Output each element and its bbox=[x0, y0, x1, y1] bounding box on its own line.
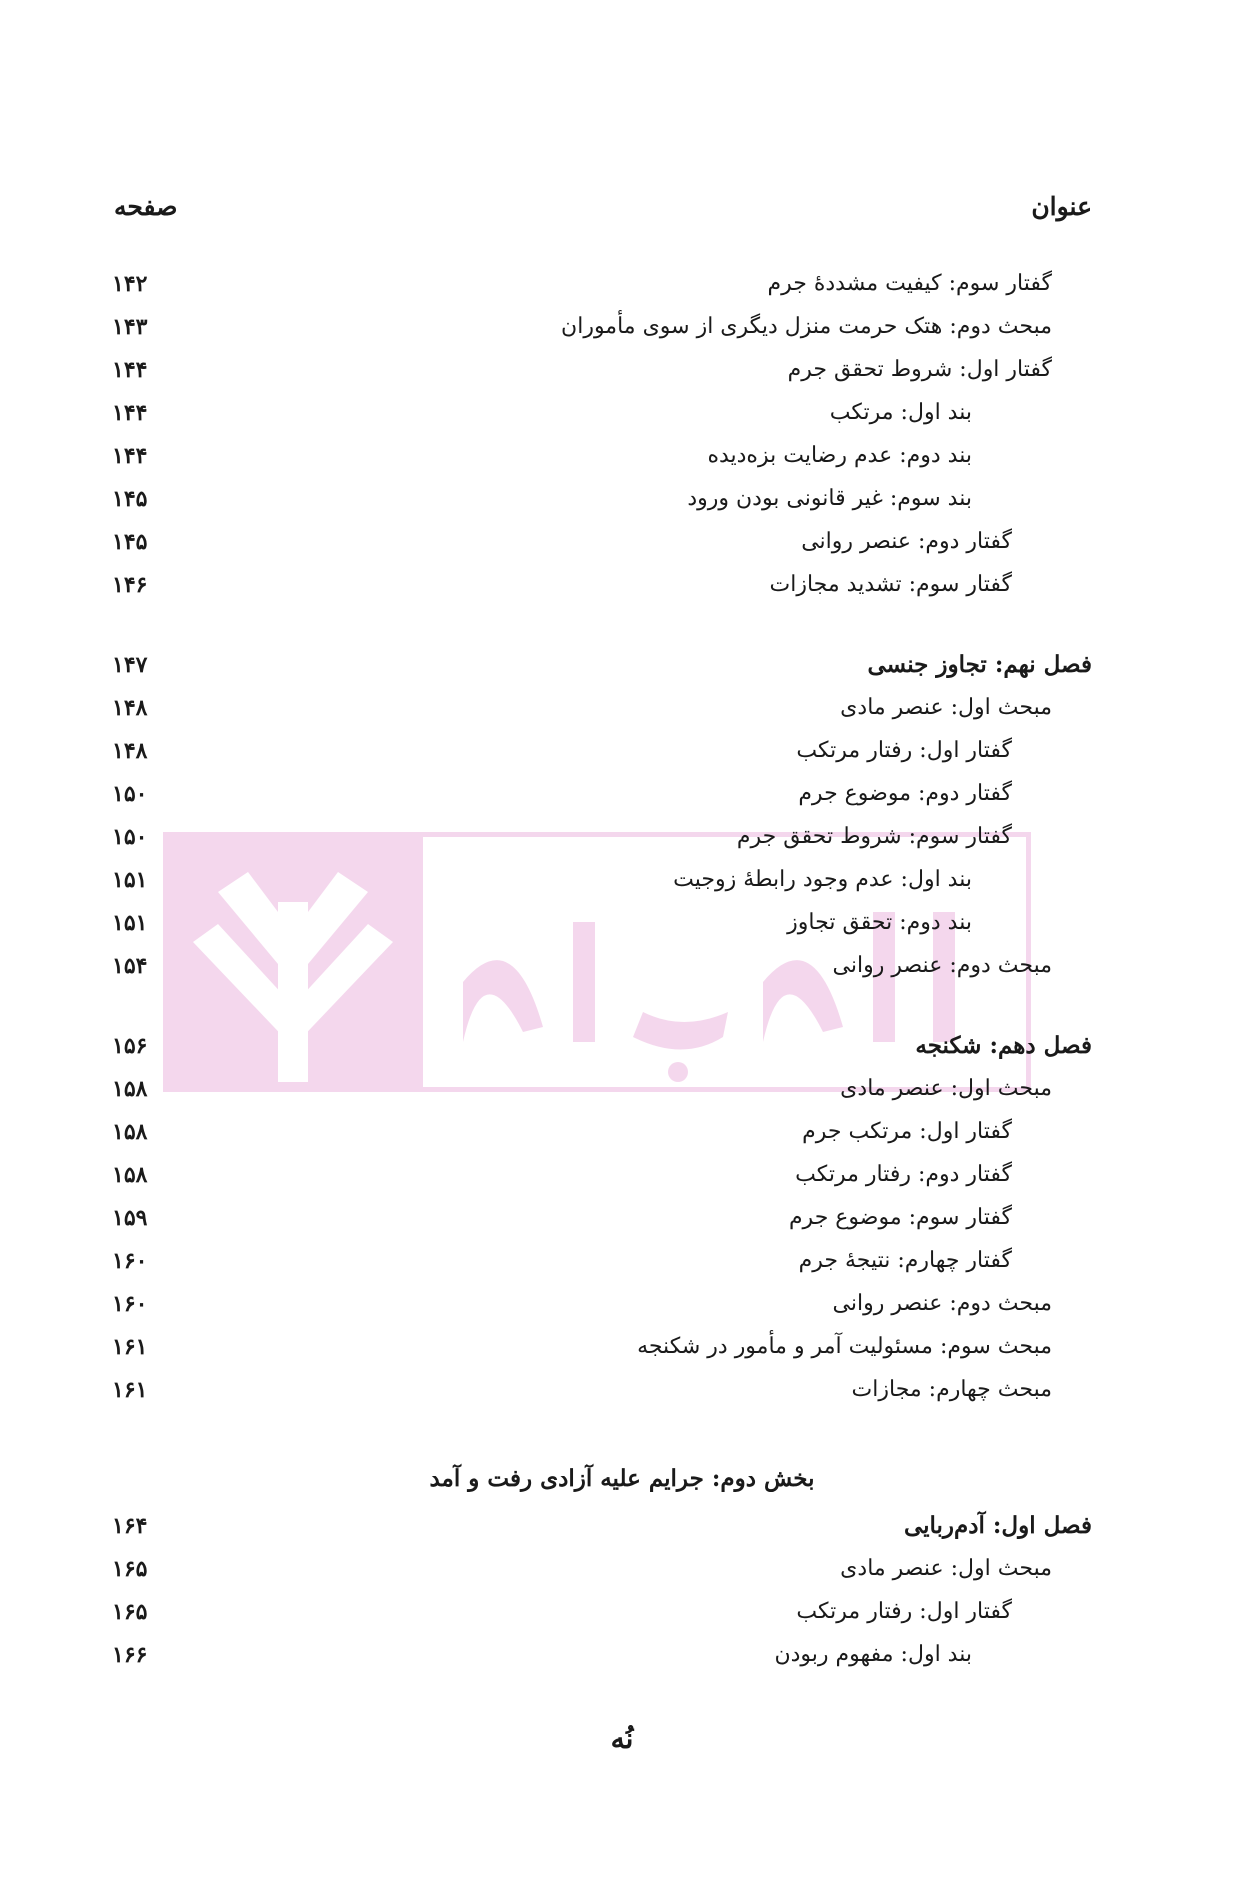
entry-page: ۱۵۹ bbox=[112, 1205, 148, 1231]
toc-chapter bbox=[0, 1506, 1244, 1546]
entry-title: بند اول: عدم وجود رابطهٔ زوجیت bbox=[673, 867, 972, 892]
entry-page: ۱۵۴ bbox=[112, 953, 148, 979]
toc-entry bbox=[0, 479, 1244, 519]
toc-entry bbox=[0, 731, 1244, 771]
entry-title: مبحث اول: عنصر مادی bbox=[840, 1556, 1052, 1581]
entry-title: بند دوم: عدم رضایت بزه‌دیده bbox=[707, 443, 972, 468]
toc-entry bbox=[0, 1241, 1244, 1281]
entry-page: ۱۶۰ bbox=[112, 1248, 148, 1274]
entry-title: گفتار دوم: موضوع جرم bbox=[798, 781, 1012, 806]
entry-page: ۱۵۱ bbox=[112, 867, 148, 893]
toc-entry bbox=[0, 1284, 1244, 1324]
entry-page: ۱۴۵ bbox=[112, 486, 148, 512]
entry-page: ۱۴۶ bbox=[112, 572, 148, 598]
toc-entry bbox=[0, 1069, 1244, 1109]
toc-entry bbox=[0, 1198, 1244, 1238]
entry-title: گفتار چهارم: نتیجهٔ جرم bbox=[798, 1248, 1012, 1273]
chapter-title: فصل دهم: شکنجه bbox=[915, 1032, 1092, 1059]
toc-entry bbox=[0, 774, 1244, 814]
part-heading: بخش دوم: جرایم علیه آزادی رفت و آمد bbox=[429, 1465, 815, 1492]
entry-title: گفتار اول: رفتار مرتکب bbox=[796, 738, 1012, 763]
toc-entry bbox=[0, 688, 1244, 728]
toc-entry bbox=[0, 860, 1244, 900]
entry-page: ۱۶۵ bbox=[112, 1599, 148, 1625]
toc-entry bbox=[0, 903, 1244, 943]
toc-entry bbox=[0, 1370, 1244, 1410]
entry-page: ۱۵۱ bbox=[112, 910, 148, 936]
toc-entry bbox=[0, 1635, 1244, 1675]
toc-chapter bbox=[0, 1026, 1244, 1066]
entry-title: گفتار سوم: تشدید مجازات bbox=[769, 572, 1012, 597]
toc-entry bbox=[0, 436, 1244, 476]
entry-page: ۱۴۸ bbox=[112, 738, 148, 764]
entry-page: ۱۵۶ bbox=[112, 1033, 148, 1059]
toc-entry bbox=[0, 1327, 1244, 1367]
entry-title: گفتار سوم: کیفیت مشددهٔ جرم bbox=[767, 271, 1052, 296]
entry-page: ۱۶۰ bbox=[112, 1291, 148, 1317]
entry-page: ۱۴۵ bbox=[112, 529, 148, 555]
entry-title: مبحث اول: عنصر مادی bbox=[840, 695, 1052, 720]
entry-page: ۱۶۱ bbox=[112, 1377, 148, 1403]
entry-title: گفتار اول: شروط تحقق جرم bbox=[787, 357, 1052, 382]
entry-title: بند اول: مفهوم ربودن bbox=[774, 1642, 972, 1667]
entry-title: مبحث دوم: هتک حرمت منزل دیگری از سوی مأموران bbox=[561, 314, 1052, 339]
entry-title: مبحث اول: عنصر مادی bbox=[840, 1076, 1052, 1101]
entry-title: مبحث دوم: عنصر روانی bbox=[832, 953, 1052, 978]
entry-page: ۱۵۰ bbox=[112, 824, 148, 850]
entry-title: گفتار سوم: موضوع جرم bbox=[788, 1205, 1012, 1230]
entry-page: ۱۴۳ bbox=[112, 314, 148, 340]
entry-page: ۱۶۶ bbox=[112, 1642, 148, 1668]
entry-page: ۱۵۸ bbox=[112, 1076, 148, 1102]
entry-page: ۱۴۸ bbox=[112, 695, 148, 721]
entry-title: گفتار اول: مرتکب جرم bbox=[802, 1119, 1012, 1144]
toc-entry bbox=[0, 1592, 1244, 1632]
entry-page: ۱۵۸ bbox=[112, 1119, 148, 1145]
chapter-title: فصل نهم: تجاوز جنسی bbox=[867, 651, 1092, 678]
entry-page: ۱۴۴ bbox=[112, 357, 148, 383]
entry-page: ۱۴۲ bbox=[112, 271, 148, 297]
toc-entry bbox=[0, 264, 1244, 304]
entry-page: ۱۴۷ bbox=[112, 652, 148, 678]
entry-title: بند دوم: تحقق تجاوز bbox=[787, 910, 972, 935]
toc-entry bbox=[0, 565, 1244, 605]
entry-title: گفتار اول: رفتار مرتکب bbox=[796, 1599, 1012, 1624]
entry-page: ۱۶۱ bbox=[112, 1334, 148, 1360]
title-column-header: عنوان bbox=[1031, 192, 1092, 221]
toc-entry bbox=[0, 393, 1244, 433]
entry-page: ۱۵۰ bbox=[112, 781, 148, 807]
entry-title: مبحث سوم: مسئولیت آمر و مأمور در شکنجه bbox=[637, 1334, 1052, 1359]
entry-title: بند اول: مرتکب bbox=[829, 400, 972, 425]
entry-title: مبحث چهارم: مجازات bbox=[851, 1377, 1052, 1402]
toc-entry bbox=[0, 350, 1244, 390]
entry-title: گفتار سوم: شروط تحقق جرم bbox=[736, 824, 1012, 849]
entry-title: گفتار دوم: رفتار مرتکب bbox=[795, 1162, 1012, 1187]
page-number: نُه bbox=[610, 1722, 634, 1755]
entry-title: گفتار دوم: عنصر روانی bbox=[801, 529, 1012, 554]
toc-entry bbox=[0, 1155, 1244, 1195]
page-column-header: صفحه bbox=[114, 192, 178, 221]
toc-entry bbox=[0, 1549, 1244, 1589]
toc-entry bbox=[0, 522, 1244, 562]
chapter-title: فصل اول: آدم‌ربایی bbox=[903, 1512, 1092, 1539]
toc-entry bbox=[0, 946, 1244, 986]
entry-title: بند سوم: غیر قانونی بودن ورود bbox=[687, 486, 972, 511]
entry-page: ۱۴۴ bbox=[112, 400, 148, 426]
entry-page: ۱۵۸ bbox=[112, 1162, 148, 1188]
toc-entry bbox=[0, 1112, 1244, 1152]
toc-entry bbox=[0, 817, 1244, 857]
entry-page: ۱۶۴ bbox=[112, 1513, 148, 1539]
entry-title: مبحث دوم: عنصر روانی bbox=[832, 1291, 1052, 1316]
entry-page: ۱۴۴ bbox=[112, 443, 148, 469]
toc-entry bbox=[0, 307, 1244, 347]
entry-page: ۱۶۵ bbox=[112, 1556, 148, 1582]
toc-chapter bbox=[0, 645, 1244, 685]
